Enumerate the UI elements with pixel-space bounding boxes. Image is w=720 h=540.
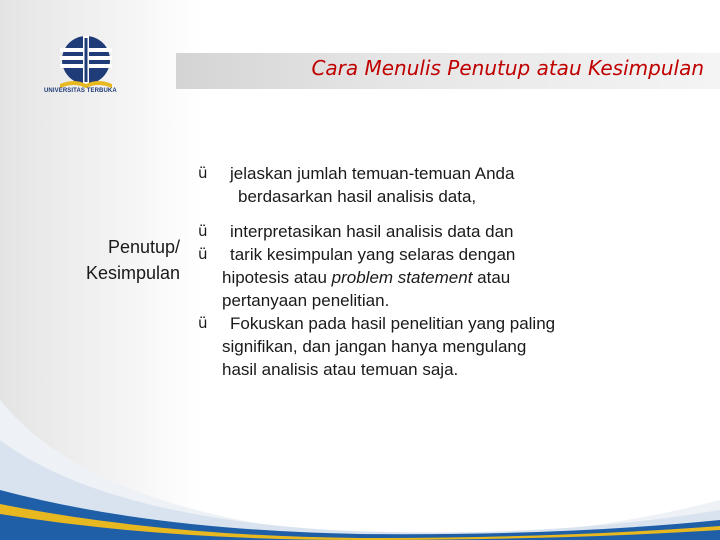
bullet-text: tarik kesimpulan yang selaras dengan [230,245,516,264]
bullet-text: pertanyaan penelitian. [222,291,390,310]
org-name: UNIVERSITAS TERBUKA [44,88,117,94]
title-band [176,53,720,89]
bullet-list [198,162,618,381]
bullet-text-italic: problem statement [331,268,473,287]
section-label-line2: Kesimpulan [85,263,180,283]
bullet-item [198,162,618,208]
bullet-item [198,220,618,243]
check-icon: ü [198,314,208,332]
decorative-swoosh [0,380,720,540]
bullet-text: hasil analisis atau temuan saja. [222,360,459,379]
bullet-text: Fokuskan pada hasil penelitian yang paling [230,314,556,333]
bullet-item [198,312,618,381]
bullet-text [222,266,618,289]
bullet-text: interpretasikan hasil analisis data dan [230,222,514,241]
check-icon: ü [198,222,208,240]
section-label [40,234,180,286]
section-label-line1: Penutup/ [107,237,180,257]
bullet-text-part: hipotesis atau [222,268,332,287]
bullet-item [198,243,618,312]
bullet-text: berdasarkan hasil analisis data, [238,187,477,206]
slide-title: Cara Menulis Penutup atau Kesimpulan [311,56,704,80]
bullet-text: signifikan, dan jangan hanya mengulang [222,337,527,356]
check-icon: ü [198,245,208,263]
bullet-text: jelaskan jumlah temuan-temuan Anda [230,164,515,183]
check-icon: ü [198,164,208,182]
bullet-text-part: atau [472,268,511,287]
